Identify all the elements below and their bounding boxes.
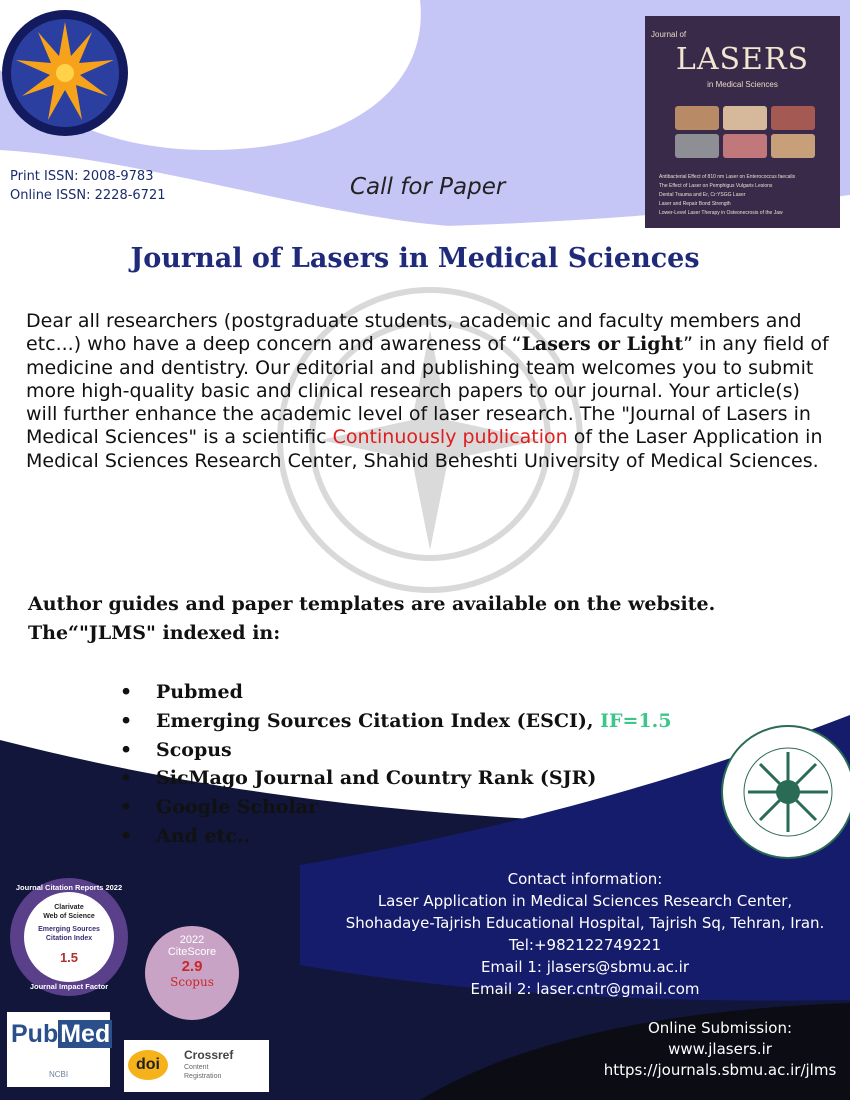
submission-site-link[interactable]: www.jlasers.ir — [668, 1040, 772, 1058]
contact-tel: Tel:+982122749221 — [508, 936, 662, 954]
citescore-badge — [145, 926, 239, 1020]
indexed-in-heading: The“"JLMS" indexed in: — [28, 622, 281, 644]
index-label: Pubmed — [156, 681, 243, 703]
continuous-publication: Continuously publication — [332, 426, 568, 449]
crossref-content: Content — [184, 1064, 209, 1071]
wos-label: Web of Science — [43, 913, 95, 920]
jcr-ring-top: Journal Citation Reports 2022 — [15, 883, 123, 892]
crossref-label: Crossref — [184, 1048, 234, 1062]
list-item — [120, 793, 671, 822]
intro-text: ” in any field of medicine and dentistry. Our editorial and publishing team welcomes you to submit more high-quality basic and clinical research papers to our journal. Your article(s) will further enhance the academic level of laser research. The "Journal of Lasers in Medical Sciences" is a scientific — [26, 333, 829, 449]
cover-photo — [675, 134, 719, 158]
esci-label-1: Emerging Sources — [38, 926, 100, 933]
jif-value: 1.5 — [59, 950, 79, 965]
citescore-source: Scopus — [170, 975, 214, 989]
citescore-year: 2022 — [179, 934, 205, 946]
index-label: Google Scholar — [156, 796, 319, 819]
cover-photo — [771, 106, 815, 130]
jcr-ring-bottom: Journal Impact Factor — [29, 982, 109, 991]
contact-address-2: Shohadaye-Tajrish Educational Hospital, Tajrish Sq, Tehran, Iran. — [345, 914, 825, 932]
cover-article: Antibacterial Effect of 810 nm Laser on Enterococcus faecalis — [659, 174, 796, 180]
cover-article: Laser and Repair Bond Strength — [659, 201, 731, 207]
cover-subtitle: in Medical Sciences — [707, 80, 778, 89]
list-item — [120, 678, 671, 707]
online-issn: Online ISSN: 2228-6721 — [10, 188, 166, 203]
journal-logo — [2, 10, 128, 136]
list-item — [120, 822, 671, 851]
pubmed-logo — [7, 1012, 110, 1087]
intro-text: of the Laser Application in Medical Sciences Research Center, Shahid Beheshti University of Medical Sciences. — [26, 426, 823, 472]
list-item — [120, 736, 671, 765]
list-item — [120, 707, 671, 736]
contact-email-2[interactable]: Email 2: laser.cntr@gmail.com — [470, 980, 700, 998]
esci-label-2: Citation Index — [45, 935, 93, 942]
clarivate-label: Clarivate — [54, 904, 84, 911]
index-label: SicMago Journal and Country Rank (SJR) — [156, 767, 597, 790]
index-label: And etc.. — [156, 824, 251, 847]
list-item — [120, 764, 671, 793]
bullet: • — [120, 824, 133, 847]
submission-journal-link[interactable]: https://journals.sbmu.ac.ir/jlms — [603, 1061, 837, 1079]
pubmed-pub: Pub — [11, 1020, 59, 1048]
journal-title: Journal of Lasers in Medical Sciences — [130, 243, 700, 274]
cover-article: Lower-Level Laser Therapy in Osteonecrosis of the Jaw — [659, 210, 783, 216]
pubmed-med: Med — [60, 1020, 111, 1048]
cover-article: The Effect of Laser on Pemphigus Vulgaris Lesions — [659, 183, 773, 189]
cover-article: Dental Trauma and Er, Cr:YSGG Laser — [659, 192, 746, 198]
bullet: • — [120, 738, 133, 761]
submission-heading: Online Submission: — [647, 1019, 793, 1037]
citescore-value: 2.9 — [181, 958, 203, 975]
contact-address-1: Laser Application in Medical Sciences Research Center, — [377, 892, 793, 910]
bullet: • — [120, 709, 133, 732]
research-center-seal — [722, 726, 850, 858]
call-for-paper: Call for Paper — [350, 174, 506, 200]
bullet: • — [120, 681, 133, 703]
intro-paragraph — [26, 310, 836, 473]
index-list — [120, 678, 671, 851]
cover-photo — [675, 106, 719, 130]
doi-logo: doi — [128, 1050, 168, 1080]
index-label: Emerging Sources Citation Index (ESCI), — [156, 709, 601, 732]
contact-heading: Contact information: — [507, 870, 663, 888]
cover-title: LASERS — [675, 42, 810, 77]
lasers-or-light: Lasers or Light — [521, 333, 684, 356]
contact-email-1[interactable]: Email 1: jlasers@sbmu.ac.ir — [480, 958, 690, 976]
journal-cover — [645, 16, 840, 228]
contact-info — [320, 868, 850, 1000]
cover-photo — [771, 134, 815, 158]
impact-factor: IF=1.5 — [600, 709, 672, 732]
pubmed-wordmark — [11, 1020, 112, 1049]
online-submission — [590, 1018, 850, 1081]
bullet: • — [120, 767, 133, 790]
author-guides: Author guides and paper templates are available on the website. — [28, 593, 716, 615]
cover-photo — [723, 106, 767, 130]
print-issn: Print ISSN: 2008-9783 — [10, 169, 154, 184]
index-label: Scopus — [156, 738, 232, 761]
intro-text: Dear all researchers (postgraduate students, academic and faculty members and etc...) who have a deep concern and awareness of “ — [26, 310, 802, 356]
cover-photo — [723, 134, 767, 158]
doi-crossref-logo — [124, 1040, 269, 1092]
jcr-badge — [10, 878, 128, 996]
ncbi-label: NCBI — [48, 1070, 69, 1079]
citescore-label: CiteScore — [167, 946, 217, 958]
cover-journal-of: Journal of — [651, 30, 687, 39]
crossref-registration: Registration — [184, 1073, 222, 1080]
bullet: • — [120, 796, 133, 819]
jcr-inner — [24, 892, 114, 982]
